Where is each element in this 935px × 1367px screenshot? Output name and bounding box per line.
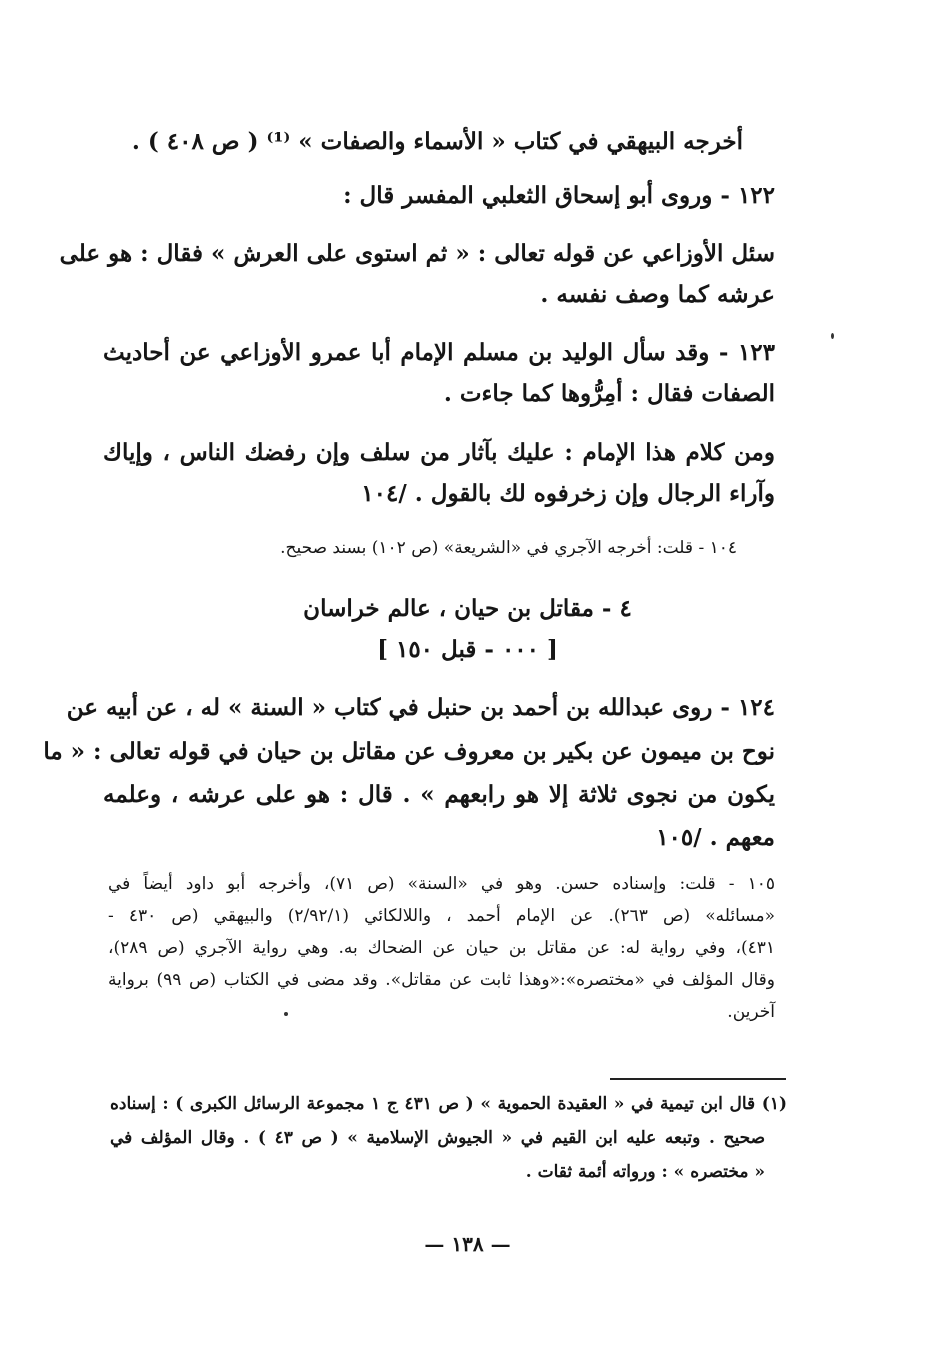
text-line: وآراء الرجال وإن زخرفوه لك بالقول . /١٠٤ (361, 480, 775, 507)
note-line: وقال المؤلف في «مختصره»:«وهذا ثابت عن مقاتل». وقد مضى في الكتاب (ص ٩٩) برواية (108, 970, 775, 990)
narration-122-heading: ١٢٢ - وروى أبو إسحاق الثعلبي المفسر قال : (343, 182, 775, 209)
narration-123: ١٢٣ - وقد سأل الوليد بن مسلم الإمام أبا عمرو الأوزاعي عن أحاديث (103, 339, 775, 366)
text-line: الصفات فقال : أمِرُّوها كما جاءت . (443, 380, 775, 407)
note-line: «مسائله» (ص ٢٦٣). عن الإمام أحمد ، واللالكائي (٢/٩٢/١) والبيهقي (ص ٤٣٠ - (108, 906, 775, 926)
note-line: ٤٣١)، وفي رواية له: عن مقاتل بن حيان عن الضحاك به. وهي رواية الآجري (ص ٢٨٩)، (108, 938, 775, 958)
text-line: سئل الأوزاعي عن قوله تعالى : « ثم استوى على العرش » فقال : هو على (59, 240, 775, 267)
text-line: أخرجه البيهقي في كتاب « الأسماء والصفات » ⁽¹⁾ ( ص ٤٠٨ ) . (131, 128, 743, 155)
page-number: — ١٣٨ — (424, 1232, 511, 1256)
text-line: ومن كلام هذا الإمام : عليك بآثار من سلف وإن رفضك الناس ، وإياك (103, 439, 775, 466)
note-line: آخرين. (727, 1002, 775, 1022)
footnote-1: (١) قال ابن تيمية في « العقيدة الحموية » ( ص ٤٣١ ج ١ مجموعة الرسائل الكبرى ) : إسناده (110, 1094, 788, 1114)
narration-124: ١٢٤ - روى عبدالله بن أحمد بن حنبل في كتاب « السنة » له ، عن أبيه عن (66, 694, 775, 721)
text-line: معهم . /١٠٥ (656, 824, 775, 851)
section-heading: ٤ - مقاتل بن حيان ، عالم خراسان (303, 595, 632, 622)
note-104: ١٠٤ - قلت: أخرجه الآجري في «الشريعة» (ص ١٠٢) بسند صحيح. (280, 538, 737, 558)
note-105: ١٠٥ - قلت: وإسناده حسن. وهو في «السنة» (ص ٧١)، وأخرجه أبو داود أيضاً في (108, 874, 775, 894)
text-line: عرشه كما وصف نفسه . (540, 281, 775, 308)
footnote-line: صحيح . وتبعه عليه ابن القيم في « الجيوش الإسلامية » ( ص ٤٣ ) . وقال المؤلف في (110, 1128, 766, 1148)
section-dates: [ ٠٠٠ - قبل ١٥٠ ] (377, 636, 558, 663)
stray-mark (284, 1012, 288, 1016)
footnote-separator (610, 1078, 786, 1080)
text-line: يكون من نجوى ثلاثة إلا هو رابعهم » . قال : هو على عرشه ، وعلمه (103, 781, 775, 808)
text-line: نوح بن ميمون عن بكير بن معروف عن مقاتل بن حيان في قوله تعالى : « ما (43, 738, 775, 765)
footnote-line: « مختصره » : ورواته أئمة ثقات . (525, 1162, 765, 1182)
stray-mark (831, 333, 834, 339)
